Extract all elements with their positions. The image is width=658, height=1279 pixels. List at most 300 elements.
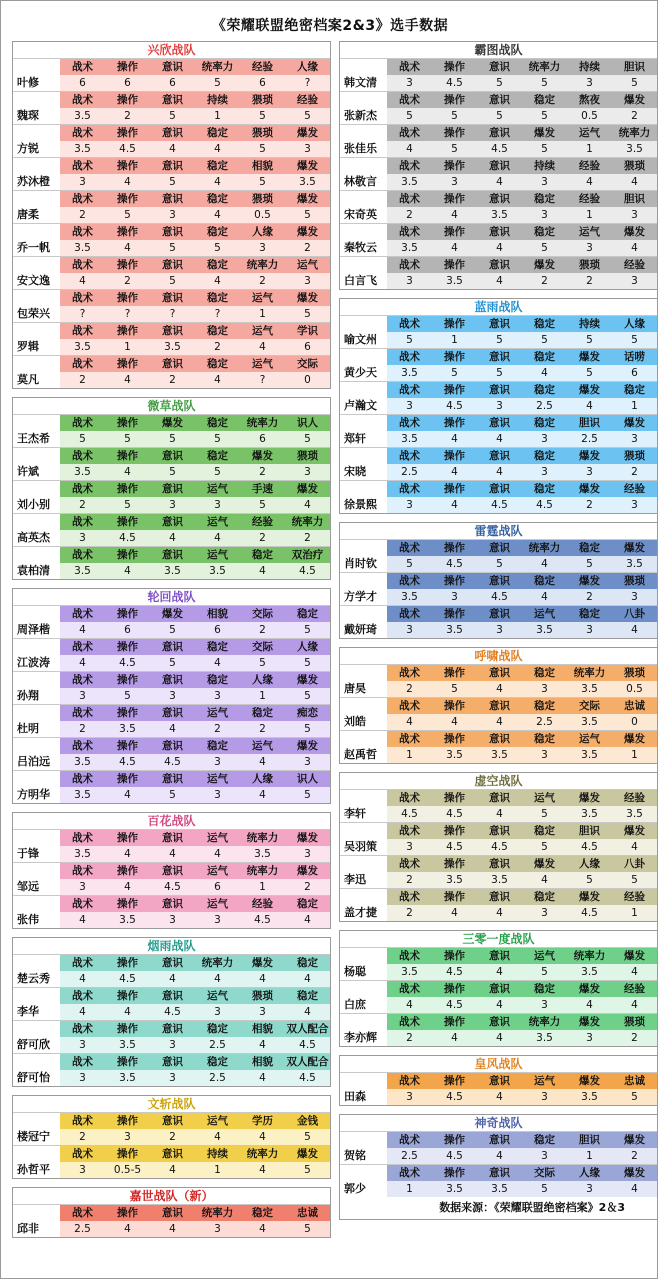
stat-value: 5 <box>169 466 176 478</box>
team-block <box>12 937 331 1087</box>
stat-value: 4 <box>169 848 176 860</box>
stat-value: 4 <box>259 1223 266 1235</box>
stat-value: 4 <box>169 1223 176 1235</box>
stat-value-row <box>60 306 330 322</box>
player-row <box>340 822 657 855</box>
player-row <box>340 697 657 730</box>
player-name: 魏琛 <box>17 109 39 122</box>
stat-value: 4 <box>124 565 131 577</box>
stat-value-row <box>60 721 330 737</box>
stat-label: 战术 <box>72 226 93 238</box>
stat-value: 4 <box>631 176 638 188</box>
stat-label: 运气 <box>579 733 600 745</box>
player-row <box>340 664 657 697</box>
stat-value: 3 <box>79 532 86 544</box>
team-name: 百花战队 <box>147 814 196 828</box>
stat-header-row <box>387 1014 657 1030</box>
stat-grid <box>60 705 330 737</box>
stat-value: 4 <box>541 874 548 886</box>
stat-label: 猥琐 <box>252 990 273 1002</box>
player-name: 安文逸 <box>17 274 50 287</box>
stat-grid <box>60 547 330 579</box>
team-gap <box>339 1047 658 1055</box>
stat-value: 3 <box>406 499 413 511</box>
stat-value: 2 <box>631 110 638 122</box>
stat-value: 4 <box>631 1183 638 1195</box>
stat-value: 6 <box>304 341 311 353</box>
stat-value: 5 <box>541 242 548 254</box>
stat-label: 意识 <box>162 516 183 528</box>
stat-label: 胆识 <box>579 1134 600 1146</box>
stat-label: 稳定 <box>207 358 228 370</box>
player-name: 邱非 <box>17 1222 39 1235</box>
stat-label: 操作 <box>117 707 138 719</box>
team-name: 雷霆战队 <box>474 524 523 538</box>
player-name: 郑轩 <box>344 432 366 445</box>
stat-header-row <box>387 606 657 622</box>
stat-grid <box>387 125 657 157</box>
stat-value: 4 <box>214 374 221 386</box>
stat-value-row <box>60 1221 330 1237</box>
stat-value: 2 <box>259 275 266 287</box>
stat-grid <box>60 1054 330 1086</box>
stat-label: 战术 <box>399 160 420 172</box>
stat-label: 统率力 <box>528 542 561 554</box>
stat-value: 4 <box>259 1039 266 1051</box>
stat-label: 操作 <box>117 773 138 785</box>
stat-label: 战术 <box>399 608 420 620</box>
stat-label: 爆发 <box>252 957 273 969</box>
stat-label: 战术 <box>72 483 93 495</box>
stat-value: 2 <box>304 881 311 893</box>
stat-label: 统率力 <box>528 61 561 73</box>
stat-label: 学识 <box>297 325 318 337</box>
player-name: 徐景熙 <box>344 498 377 511</box>
stat-value-row <box>387 747 657 763</box>
stat-label: 战术 <box>72 450 93 462</box>
stat-label: 操作 <box>444 542 465 554</box>
stat-label: 交际 <box>252 608 273 620</box>
stat-value: 4 <box>496 1091 503 1103</box>
stat-value-row <box>60 1070 330 1086</box>
stat-value: 5 <box>214 433 221 445</box>
stat-value: 4 <box>259 789 266 801</box>
stat-label: 战术 <box>399 351 420 363</box>
stat-label: 意识 <box>489 1016 510 1028</box>
stat-header-row <box>60 125 330 141</box>
player-name: 方学才 <box>344 590 377 603</box>
stat-label: 意识 <box>489 1167 510 1179</box>
stat-label: 战术 <box>399 226 420 238</box>
stat-label: 运气 <box>207 865 228 877</box>
stat-value: 1 <box>451 334 458 346</box>
stat-label: 持续 <box>207 94 228 106</box>
stat-value: 4 <box>496 966 503 978</box>
stat-value: 5 <box>631 1091 638 1103</box>
stat-label: 稳定 <box>534 94 555 106</box>
stat-label: 操作 <box>444 608 465 620</box>
stat-label: 战术 <box>399 61 420 73</box>
stat-header-row <box>60 863 330 879</box>
stat-label: 操作 <box>444 983 465 995</box>
stat-label: 统率力 <box>246 865 279 877</box>
stat-grid <box>387 856 657 888</box>
stat-value: 4 <box>631 966 638 978</box>
team-block <box>339 41 658 290</box>
stat-value: 2 <box>124 275 131 287</box>
stat-label: 操作 <box>117 865 138 877</box>
stat-value: 2 <box>79 374 86 386</box>
stat-label: 意识 <box>162 740 183 752</box>
stat-label: 操作 <box>444 950 465 962</box>
stat-label: 意识 <box>489 950 510 962</box>
stat-value: 3.5 <box>74 466 91 478</box>
stat-label: 稳定 <box>207 259 228 271</box>
player-name: 张佳乐 <box>344 142 377 155</box>
stat-label: 猥琐 <box>624 450 645 462</box>
stat-value: 3 <box>214 789 221 801</box>
stat-grid <box>60 224 330 256</box>
stat-label: 操作 <box>444 450 465 462</box>
stat-value: 4.5 <box>446 1150 463 1162</box>
stat-label: 爆发 <box>162 608 183 620</box>
stat-header-row <box>387 224 657 240</box>
stat-label: 操作 <box>117 127 138 139</box>
stat-label: 稳定 <box>534 483 555 495</box>
player-name: 戴妍琦 <box>344 623 377 636</box>
team-gap <box>339 764 658 772</box>
stat-value: 3.5 <box>536 624 553 636</box>
stat-value: 5 <box>451 143 458 155</box>
stat-label: 战术 <box>399 417 420 429</box>
stat-value-row <box>60 1037 330 1053</box>
player-row <box>340 190 657 223</box>
player-row <box>13 1145 330 1178</box>
stat-value-row <box>60 75 330 91</box>
stat-value-row <box>387 589 657 605</box>
stat-label: 稳定 <box>207 417 228 429</box>
stat-label: 爆发 <box>534 127 555 139</box>
stat-value-row <box>387 398 657 414</box>
stat-label: 交际 <box>534 1167 555 1179</box>
stat-value: 4.5 <box>119 973 136 985</box>
stat-label: 意识 <box>162 483 183 495</box>
player-name: 孙翔 <box>17 689 39 702</box>
stat-grid <box>387 1073 657 1105</box>
stat-value: 4 <box>214 973 221 985</box>
stat-value: 5 <box>124 690 131 702</box>
player-row <box>340 381 657 414</box>
stat-label: 操作 <box>117 674 138 686</box>
stat-label: 爆发 <box>297 674 318 686</box>
stat-label: 稳定 <box>579 608 600 620</box>
stat-value: 6 <box>631 367 638 379</box>
stat-label: 稳定 <box>534 667 555 679</box>
stat-header-row <box>387 665 657 681</box>
stat-value-row <box>60 141 330 157</box>
player-name: 舒可怡 <box>17 1071 50 1084</box>
team-name: 烟雨战队 <box>147 939 196 953</box>
player-name: 吴羽策 <box>344 840 377 853</box>
team-gap <box>12 929 331 937</box>
player-row <box>13 58 330 91</box>
stat-value: 6 <box>214 624 221 636</box>
stat-value-row <box>60 1004 330 1020</box>
stat-label: 爆发 <box>579 351 600 363</box>
stat-value: 3 <box>541 683 548 695</box>
stat-label: 意识 <box>162 61 183 73</box>
stat-value: 5 <box>169 789 176 801</box>
stat-label: 经验 <box>624 891 645 903</box>
stat-label: 操作 <box>117 957 138 969</box>
player-row <box>340 572 657 605</box>
stat-value: 5 <box>451 110 458 122</box>
player-name: 喻文州 <box>344 333 377 346</box>
team-block <box>12 397 331 580</box>
stat-value: 4 <box>259 565 266 577</box>
stat-label: 统率力 <box>528 1016 561 1028</box>
stat-value: ? <box>304 77 311 89</box>
player-name: 赵禹哲 <box>344 748 377 761</box>
stat-grid <box>387 606 657 638</box>
stat-value: 5 <box>214 466 221 478</box>
player-name: 卢瀚文 <box>344 399 377 412</box>
team-name: 皇风战队 <box>474 1057 523 1071</box>
stat-label: 意识 <box>162 990 183 1002</box>
right-column <box>339 41 658 1220</box>
team-block <box>12 812 331 929</box>
stat-value: 2 <box>79 499 86 511</box>
stat-label: 爆发 <box>624 226 645 238</box>
stat-value: 5 <box>586 367 593 379</box>
stat-header-row <box>387 856 657 872</box>
stat-value: 5 <box>304 789 311 801</box>
stat-label: 意识 <box>162 832 183 844</box>
stat-header-row <box>387 316 657 332</box>
stat-value: 5 <box>541 334 548 346</box>
stat-value-row <box>387 141 657 157</box>
player-name: 邹远 <box>17 880 39 893</box>
stat-label: 战术 <box>399 667 420 679</box>
stat-value: 5 <box>631 334 638 346</box>
player-name: 乔一帆 <box>17 241 50 254</box>
stat-value: 3.5 <box>74 756 91 768</box>
stat-label: 操作 <box>117 549 138 561</box>
stat-label: 操作 <box>444 825 465 837</box>
player-name: 张新杰 <box>344 109 377 122</box>
stat-value: 2 <box>631 1150 638 1162</box>
stat-label: 战术 <box>72 127 93 139</box>
stat-label: 统率力 <box>201 61 234 73</box>
stat-value: 3 <box>214 914 221 926</box>
stat-label: 战术 <box>72 773 93 785</box>
stat-grid <box>387 224 657 256</box>
player-row <box>340 539 657 572</box>
stat-value: 5 <box>496 110 503 122</box>
player-row <box>13 513 330 546</box>
stat-value: 2 <box>124 110 131 122</box>
stat-label: 统率力 <box>573 950 606 962</box>
player-name: 宋奇英 <box>344 208 377 221</box>
stat-label: 战术 <box>72 832 93 844</box>
player-name: 包荣兴 <box>17 307 50 320</box>
stat-value-row <box>387 681 657 697</box>
stat-grid <box>60 290 330 322</box>
stat-value: 3.5 <box>446 275 463 287</box>
stat-label: 人缘 <box>579 1167 600 1179</box>
stat-value: 4 <box>496 433 503 445</box>
stat-value: 0 <box>304 374 311 386</box>
stat-label: 运气 <box>579 127 600 139</box>
stat-value: 2 <box>406 907 413 919</box>
stat-value: 4.5 <box>299 1072 316 1084</box>
stat-value: 5 <box>586 558 593 570</box>
stat-grid <box>387 889 657 921</box>
stat-value: 4 <box>406 143 413 155</box>
stat-label: 爆发 <box>297 740 318 752</box>
team-name: 蓝雨战队 <box>474 300 523 314</box>
stat-label: 意识 <box>162 1056 183 1068</box>
team-name: 霸图战队 <box>474 43 523 57</box>
stat-header-row <box>60 257 330 273</box>
stat-label: 战术 <box>72 898 93 910</box>
stat-label: 意识 <box>162 865 183 877</box>
page-title: 《荣耀联盟绝密档案2&3》选手数据 <box>211 18 449 34</box>
stat-label: 操作 <box>117 417 138 429</box>
stat-label: 意识 <box>162 1207 183 1219</box>
stat-label: 稳定 <box>534 417 555 429</box>
stat-label: 意识 <box>489 193 510 205</box>
stat-label: 战术 <box>72 94 93 106</box>
stat-value: 5 <box>169 242 176 254</box>
team-name: 呼啸战队 <box>474 649 523 663</box>
stat-label: 操作 <box>444 1016 465 1028</box>
stat-label: 持续 <box>207 1148 228 1160</box>
stat-value: 5 <box>451 683 458 695</box>
stat-value: 4 <box>496 176 503 188</box>
stat-value-row <box>387 964 657 980</box>
stat-value: 5 <box>259 176 266 188</box>
stat-value: 4 <box>79 624 86 636</box>
stat-label: 统率力 <box>246 417 279 429</box>
player-row <box>340 855 657 888</box>
player-row <box>340 124 657 157</box>
stat-value: 4.5 <box>446 77 463 89</box>
stat-label: 稳定 <box>534 193 555 205</box>
stat-value: 4 <box>124 242 131 254</box>
stat-value: 4 <box>451 466 458 478</box>
stat-label: 稳定 <box>207 1023 228 1035</box>
team-block <box>339 522 658 639</box>
team-gap <box>12 1179 331 1187</box>
stat-value: 3 <box>304 466 311 478</box>
stat-value-row <box>387 75 657 91</box>
stat-label: 意识 <box>162 160 183 172</box>
stat-value: 5 <box>406 110 413 122</box>
stat-value: 4 <box>214 848 221 860</box>
stat-value: 3 <box>406 624 413 636</box>
stat-grid <box>387 665 657 697</box>
team-gap <box>339 290 658 298</box>
stat-value: 3 <box>214 1006 221 1018</box>
team-name: 轮回战队 <box>147 590 196 604</box>
player-row <box>340 1131 657 1164</box>
stat-label: 操作 <box>117 483 138 495</box>
stat-label: 运气 <box>207 483 228 495</box>
stat-value: 5 <box>259 657 266 669</box>
stat-value: 3.5 <box>401 367 418 379</box>
stat-label: 操作 <box>117 1148 138 1160</box>
stat-label: 交际 <box>252 641 273 653</box>
stat-grid <box>60 639 330 671</box>
stat-label: 操作 <box>444 127 465 139</box>
stat-value: 4 <box>214 657 221 669</box>
stat-label: 战术 <box>399 542 420 554</box>
stat-value-row <box>387 240 657 256</box>
stat-label: 操作 <box>117 1115 138 1127</box>
stat-label: 八卦 <box>624 858 645 870</box>
stat-grid <box>387 316 657 348</box>
player-name: 白言飞 <box>344 274 377 287</box>
team-block <box>339 1055 658 1106</box>
stat-label: 稳定 <box>207 193 228 205</box>
stat-value-row <box>387 1148 657 1164</box>
stat-label: 意识 <box>489 318 510 330</box>
stat-value: 3 <box>631 209 638 221</box>
stat-label: 战术 <box>399 1167 420 1179</box>
stat-label: 相貌 <box>207 608 228 620</box>
player-row <box>340 414 657 447</box>
stat-label: 战术 <box>399 1016 420 1028</box>
stat-label: 操作 <box>444 483 465 495</box>
stat-value: ? <box>169 308 176 320</box>
stat-value: 4 <box>124 374 131 386</box>
stat-value: 2 <box>304 242 311 254</box>
stat-label: 操作 <box>117 259 138 271</box>
player-name: 莫凡 <box>17 373 39 386</box>
stat-value: 4.5 <box>446 400 463 412</box>
stat-value-row <box>387 1089 657 1105</box>
player-name: 王杰希 <box>17 432 50 445</box>
stat-header-row <box>60 672 330 688</box>
stat-value: 5 <box>541 841 548 853</box>
player-name: 江波涛 <box>17 656 50 669</box>
player-name: 方明华 <box>17 788 50 801</box>
stat-value: 5 <box>304 723 311 735</box>
stat-value: 5 <box>124 499 131 511</box>
stat-value: 4 <box>214 1131 221 1143</box>
stat-label: 运气 <box>207 516 228 528</box>
stat-value: 4 <box>124 881 131 893</box>
stat-value: 4.5 <box>491 143 508 155</box>
stat-label: 操作 <box>117 358 138 370</box>
stat-value: 3 <box>259 1006 266 1018</box>
stat-value: 4 <box>496 683 503 695</box>
stat-value: 5 <box>304 1164 311 1176</box>
stat-label: 战术 <box>72 516 93 528</box>
stat-label: 战术 <box>399 733 420 745</box>
stat-value: 3.5 <box>209 565 226 577</box>
stat-value-row <box>60 912 330 928</box>
stat-label: 操作 <box>444 259 465 271</box>
stat-value-row <box>60 240 330 256</box>
stat-label: 学历 <box>252 1115 273 1127</box>
stat-grid <box>387 349 657 381</box>
stat-grid <box>387 448 657 480</box>
player-name: 刘小别 <box>17 498 50 511</box>
stat-value: 3.5 <box>74 848 91 860</box>
stat-label: 猥琐 <box>297 450 318 462</box>
